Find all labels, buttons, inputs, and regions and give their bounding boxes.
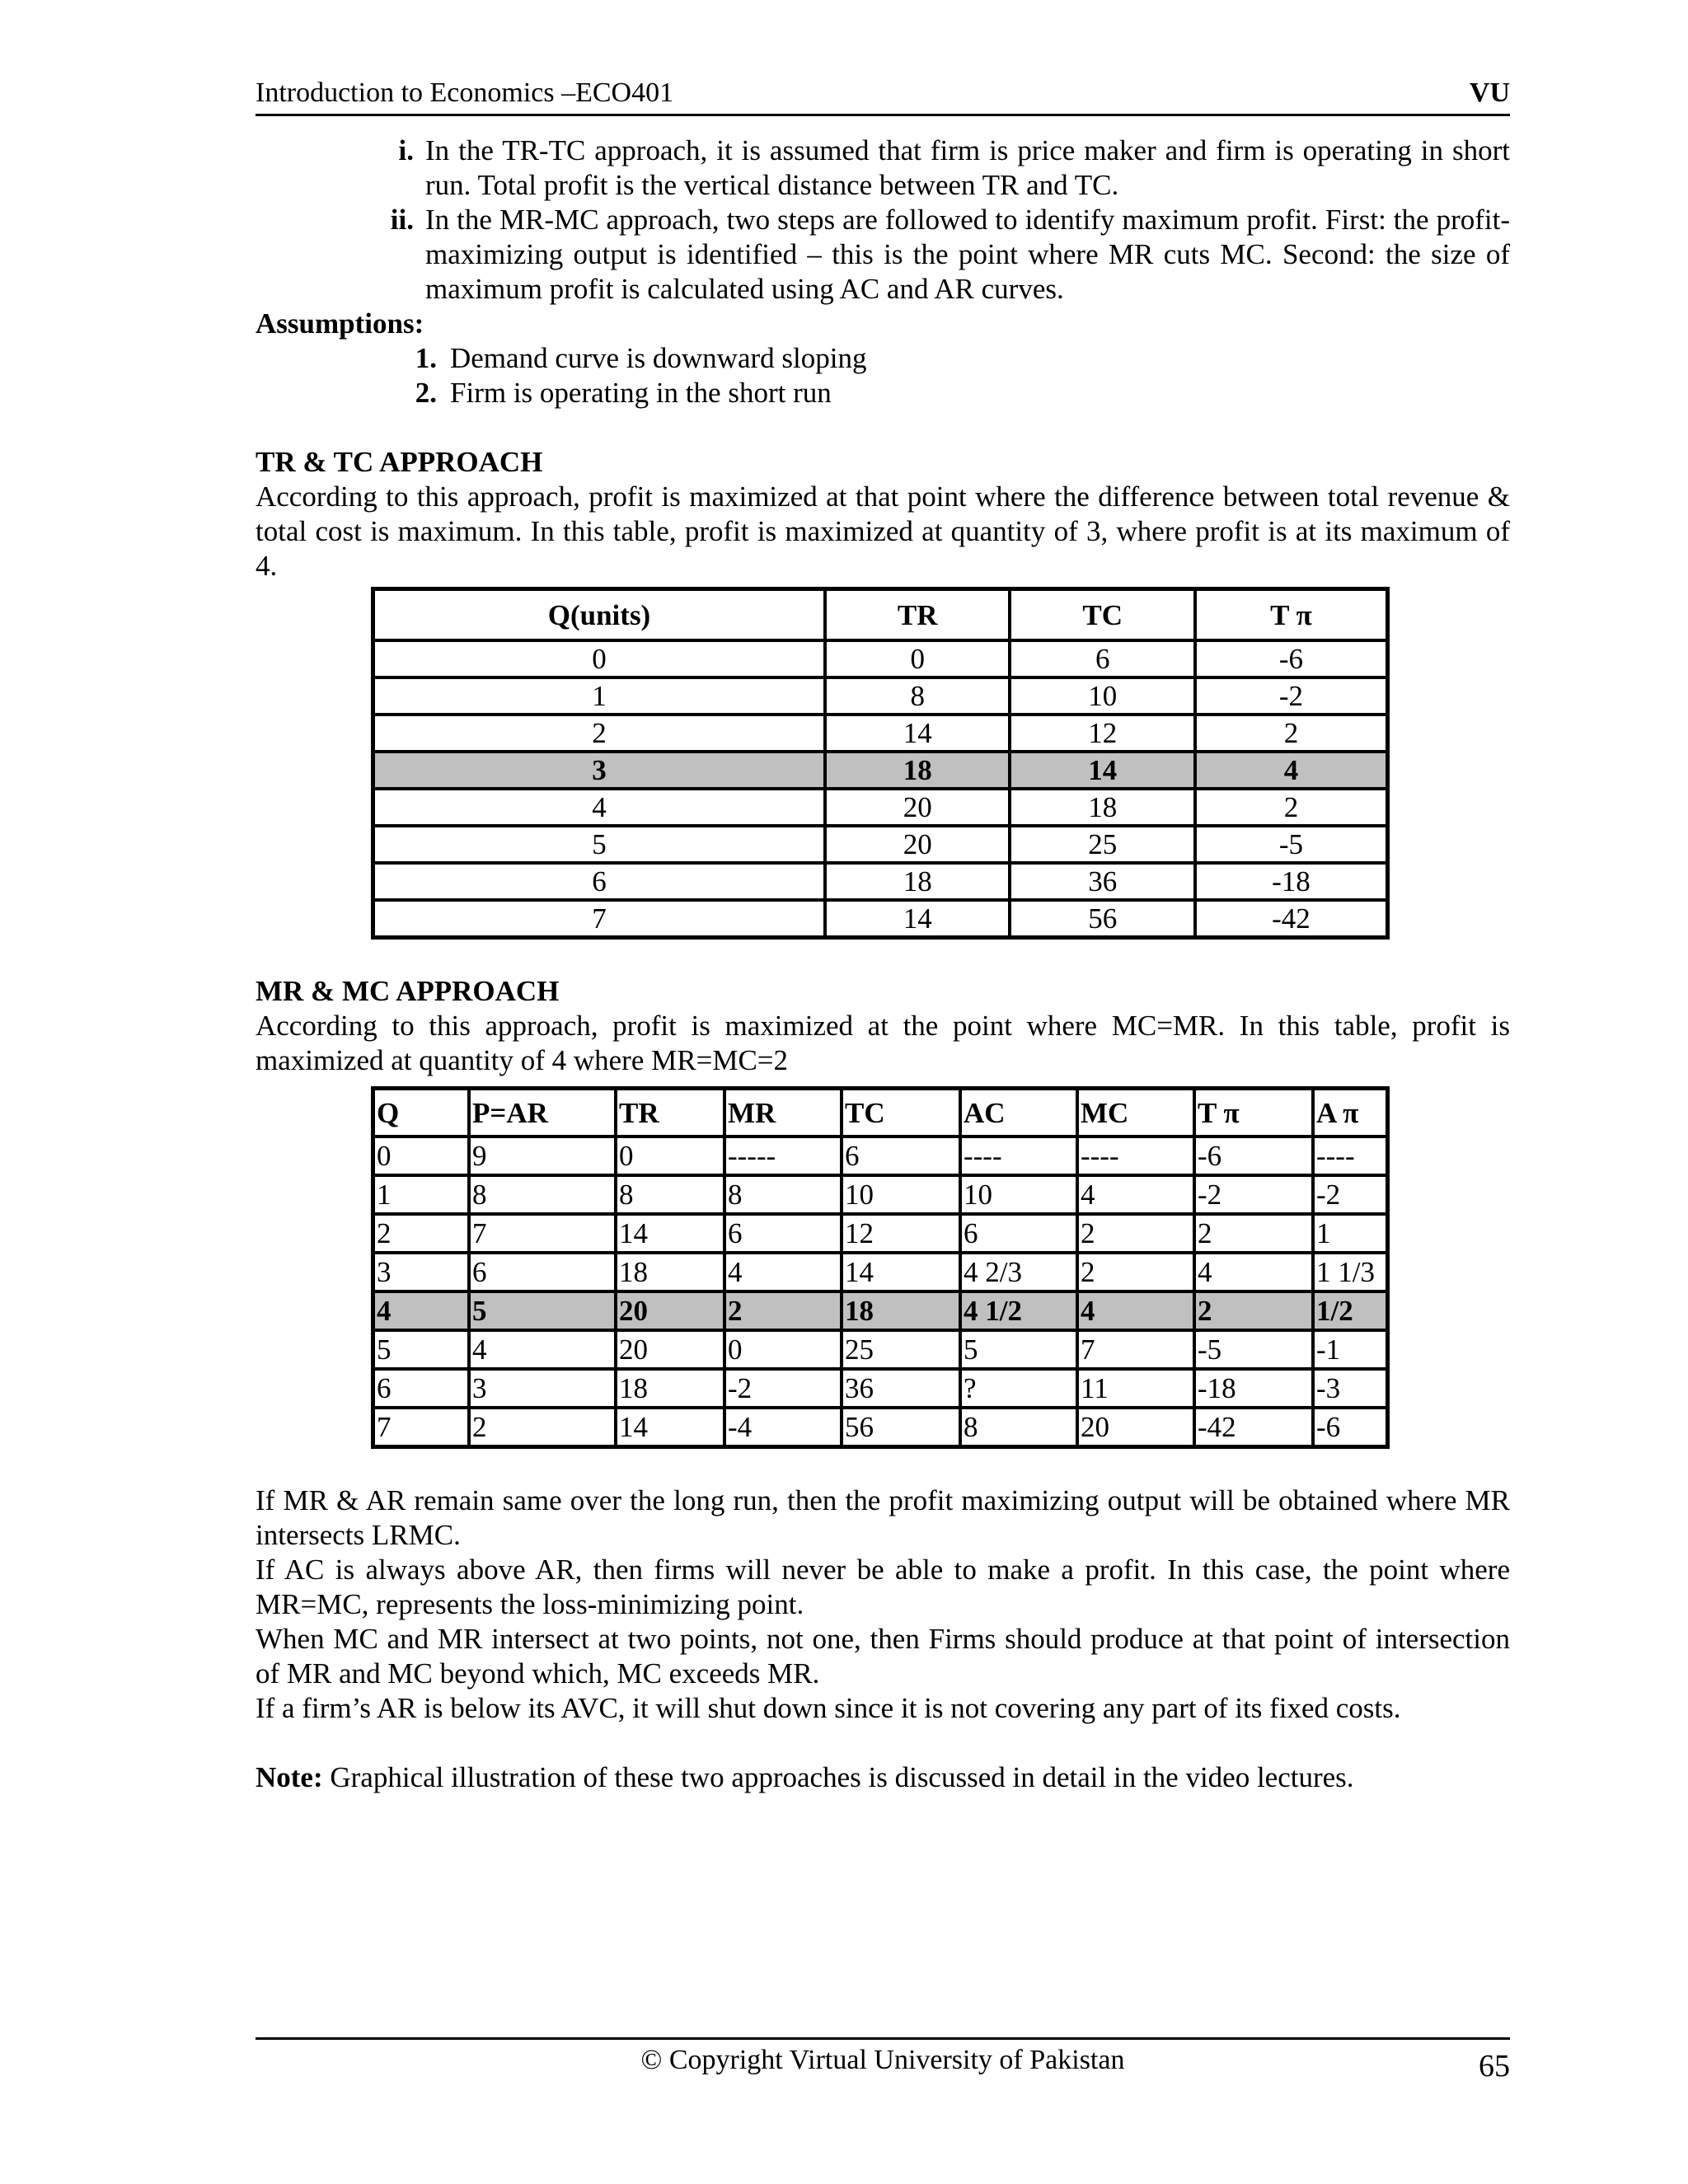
mrmc-table-body [373, 1137, 1387, 1446]
trtc-table [371, 587, 1390, 940]
column-header: MR [724, 1089, 842, 1137]
header-right: VU [1469, 77, 1510, 108]
table-cell: 20 [825, 826, 1010, 863]
table-row [373, 1408, 1387, 1446]
table-cell: 2 [1194, 1291, 1313, 1330]
table-cell: 4 [373, 1291, 469, 1330]
table-row [373, 826, 1387, 863]
table-cell: 14 [616, 1408, 724, 1446]
table-cell: -18 [1195, 863, 1387, 900]
table-cell: 20 [1077, 1408, 1194, 1446]
note-text: Graphical illustration of these two approaches is discussed in detail in the video lectures. [322, 1761, 1354, 1793]
assumption-text: Firm is operating in the short run [450, 377, 832, 409]
table-row [373, 715, 1387, 752]
header-title: Introduction to Economics –ECO401 [256, 77, 674, 108]
table-cell: -6 [1195, 640, 1387, 677]
table-cell: 0 [373, 1137, 469, 1175]
table-cell: 4 1/2 [960, 1291, 1077, 1330]
table-cell: 18 [616, 1253, 724, 1291]
intro-text: In the MR-MC approach, two steps are followed to identify maximum profit. First: the profit-maximizing output is identified – this is the point where MR cuts MC. Second: the size of maximum profit is calculated using AC and AR curves. [425, 204, 1510, 305]
column-header: A π [1313, 1089, 1387, 1137]
note-label: Note: [256, 1761, 323, 1793]
column-header: T π [1195, 589, 1387, 640]
table-cell: 2 [1195, 715, 1387, 752]
table-header-row [373, 1089, 1387, 1137]
page-footer [256, 2037, 1510, 2083]
table-cell: 1 [373, 677, 825, 715]
table-cell: 9 [469, 1137, 616, 1175]
table-cell: 3 [373, 752, 825, 789]
table-cell: 6 [469, 1253, 616, 1291]
table-cell: 8 [616, 1175, 724, 1214]
table-cell: -4 [724, 1408, 842, 1446]
table-cell: 1/2 [1313, 1291, 1387, 1330]
table-row [373, 1291, 1387, 1330]
table-cell: 14 [1010, 752, 1194, 789]
table-cell: 2 [373, 715, 825, 752]
table-cell: -42 [1195, 900, 1387, 937]
table-cell: 20 [616, 1291, 724, 1330]
table-cell: 56 [1010, 900, 1194, 937]
table-cell: 4 [1077, 1175, 1194, 1214]
table-row [373, 752, 1387, 789]
table-cell: -42 [1194, 1408, 1313, 1446]
table-cell: 25 [842, 1330, 960, 1369]
table-cell: -1 [1313, 1330, 1387, 1369]
table-row [373, 1175, 1387, 1214]
intro-item [256, 203, 1510, 307]
assumptions-heading: Assumptions: [256, 307, 424, 340]
table-cell: 8 [825, 677, 1010, 715]
table-cell: 7 [373, 900, 825, 937]
intro-marker: ii. [390, 204, 414, 236]
page-body [256, 134, 1510, 1795]
table-cell: -2 [724, 1369, 842, 1408]
table-cell: -2 [1195, 677, 1387, 715]
table-cell: 0 [616, 1137, 724, 1175]
table-row [373, 1253, 1387, 1291]
column-header: TC [842, 1089, 960, 1137]
trtc-heading: TR & TC APPROACH [256, 446, 543, 478]
table-cell: 6 [373, 1369, 469, 1408]
table-row [373, 789, 1387, 826]
table-cell: ----- [724, 1137, 842, 1175]
table-cell: 6 [960, 1214, 1077, 1253]
table-cell: 0 [825, 640, 1010, 677]
table-cell: 14 [825, 900, 1010, 937]
table-cell: -5 [1195, 826, 1387, 863]
paragraph: If MR & AR remain same over the long run, then the profit maximizing output will be obtained where MR intersects LRMC. [256, 1484, 1510, 1551]
assumption-item [256, 341, 1510, 376]
column-header: Q(units) [373, 589, 825, 640]
table-cell: 4 [469, 1330, 616, 1369]
table-cell: -3 [1313, 1369, 1387, 1408]
paragraph: When MC and MR intersect at two points, not one, then Firms should produce at that point of intersection of MR and MC beyond which, MC exceeds MR. [256, 1623, 1510, 1690]
table-cell: 2 [1077, 1253, 1194, 1291]
table-cell: -6 [1194, 1137, 1313, 1175]
table-cell: 1 [1313, 1214, 1387, 1253]
table-row [373, 640, 1387, 677]
table-cell: 18 [842, 1291, 960, 1330]
assumptions-list [256, 341, 1510, 410]
table-cell: 14 [842, 1253, 960, 1291]
table-cell: 6 [724, 1214, 842, 1253]
table-cell: 18 [616, 1369, 724, 1408]
table-cell: 11 [1077, 1369, 1194, 1408]
table-cell: 25 [1010, 826, 1194, 863]
table-row [373, 1369, 1387, 1408]
table-cell: 20 [825, 789, 1010, 826]
table-cell: ? [960, 1369, 1077, 1408]
table-cell: 10 [842, 1175, 960, 1214]
column-header: TC [1010, 589, 1194, 640]
table-cell: 4 [373, 789, 825, 826]
table-cell: 36 [842, 1369, 960, 1408]
table-cell: 8 [960, 1408, 1077, 1446]
table-cell: 7 [1077, 1330, 1194, 1369]
table-cell: 20 [616, 1330, 724, 1369]
table-cell: 3 [469, 1369, 616, 1408]
table-row [373, 1214, 1387, 1253]
footer-copyright: © Copyright Virtual University of Pakistan [640, 2045, 1125, 2075]
table-cell: 5 [373, 826, 825, 863]
trtc-table-body [373, 640, 1387, 937]
page-number: 65 [1479, 2049, 1510, 2083]
table-cell: 14 [616, 1214, 724, 1253]
table-cell: 18 [825, 863, 1010, 900]
table-cell: 4 [724, 1253, 842, 1291]
table-cell: 5 [469, 1291, 616, 1330]
table-cell: 8 [724, 1175, 842, 1214]
table-cell: 1 [373, 1175, 469, 1214]
column-header: T π [1194, 1089, 1313, 1137]
mrmc-table [371, 1086, 1390, 1449]
assumption-marker: 1. [415, 342, 437, 374]
trtc-text: According to this approach, profit is maximized at that point where the difference between total revenue & total cost is maximum. In this table, profit is maximized at quantity of 3, where profit is at its maximum of 4. [256, 480, 1510, 582]
table-cell: 12 [842, 1214, 960, 1253]
column-header: TR [825, 589, 1010, 640]
table-cell: 6 [842, 1137, 960, 1175]
table-row [373, 900, 1387, 937]
table-cell: 2 [373, 1214, 469, 1253]
table-cell: 2 [1194, 1214, 1313, 1253]
mrmc-text: According to this approach, profit is maximized at the point where MC=MR. In this table, profit is maximized at quantity of 4 where MR=MC=2 [256, 1010, 1510, 1076]
note-paragraph [256, 1760, 1510, 1795]
intro-text: In the TR-TC approach, it is assumed that firm is price maker and firm is operating in short run. Total profit is the vertical distance between TR and TC. [425, 134, 1510, 201]
table-cell: -5 [1194, 1330, 1313, 1369]
paragraph: If AC is always above AR, then firms will never be able to make a profit. In this case, the point where MR=MC, represents the loss-minimizing point. [256, 1554, 1510, 1620]
table-cell: 10 [960, 1175, 1077, 1214]
table-cell: 0 [724, 1330, 842, 1369]
intro-marker: i. [398, 134, 414, 166]
mrmc-heading: MR & MC APPROACH [256, 975, 560, 1007]
table-cell: 8 [469, 1175, 616, 1214]
table-cell: 10 [1010, 677, 1194, 715]
table-cell: 36 [1010, 863, 1194, 900]
table-cell: 2 [1195, 789, 1387, 826]
table-cell: 7 [469, 1214, 616, 1253]
column-header: TR [616, 1089, 724, 1137]
intro-list [256, 134, 1510, 307]
table-cell: 2 [469, 1408, 616, 1446]
column-header: P=AR [469, 1089, 616, 1137]
table-cell: 3 [373, 1253, 469, 1291]
page-header [256, 76, 1510, 116]
table-cell: 0 [373, 640, 825, 677]
table-cell: ---- [1077, 1137, 1194, 1175]
column-header: MC [1077, 1089, 1194, 1137]
table-cell: 4 [1194, 1253, 1313, 1291]
table-cell: 1 1/3 [1313, 1253, 1387, 1291]
table-cell: 6 [1010, 640, 1194, 677]
table-cell: 4 [1195, 752, 1387, 789]
table-cell: ---- [1313, 1137, 1387, 1175]
table-cell: 5 [373, 1330, 469, 1369]
table-cell: 4 2/3 [960, 1253, 1077, 1291]
table-cell: 2 [1077, 1214, 1194, 1253]
table-cell: -18 [1194, 1369, 1313, 1408]
assumption-marker: 2. [415, 377, 437, 409]
column-header: Q [373, 1089, 469, 1137]
intro-item [256, 134, 1510, 203]
table-cell: 6 [373, 863, 825, 900]
table-cell: ---- [960, 1137, 1077, 1175]
table-cell: 56 [842, 1408, 960, 1446]
table-cell: 12 [1010, 715, 1194, 752]
table-cell: 5 [960, 1330, 1077, 1369]
table-row [373, 677, 1387, 715]
table-row [373, 1330, 1387, 1369]
table-cell: 4 [1077, 1291, 1194, 1330]
table-row [373, 1137, 1387, 1175]
table-cell: 14 [825, 715, 1010, 752]
column-header: AC [960, 1089, 1077, 1137]
table-row [373, 863, 1387, 900]
assumption-text: Demand curve is downward sloping [450, 342, 867, 374]
table-cell: -2 [1313, 1175, 1387, 1214]
table-cell: 2 [724, 1291, 842, 1330]
assumption-item [256, 376, 1510, 410]
table-cell: 18 [1010, 789, 1194, 826]
table-cell: 18 [825, 752, 1010, 789]
table-header-row [373, 589, 1387, 640]
paragraph: If a firm’s AR is below its AVC, it will shut down since it is not covering any part of its fixed costs. [256, 1692, 1401, 1724]
table-cell: 7 [373, 1408, 469, 1446]
table-cell: -6 [1313, 1408, 1387, 1446]
table-cell: -2 [1194, 1175, 1313, 1214]
